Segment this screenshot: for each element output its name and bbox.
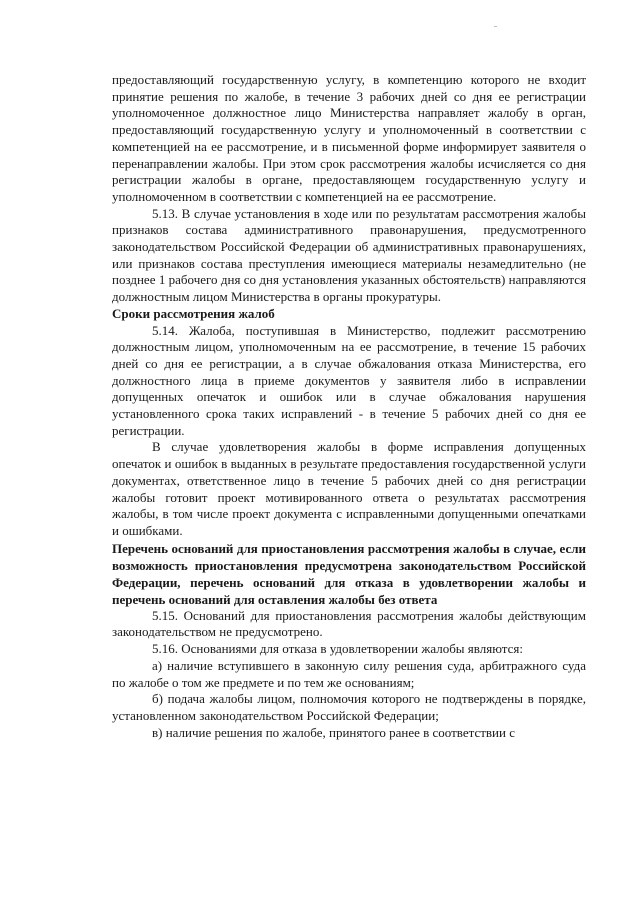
list-item-b: б) подача жалобы лицом, полномочия которого не подтверждены в порядке, установленном законодательством Российской Федерации; [112,691,586,723]
list-item-a: а) наличие вступившего в законную силу решения суда, арбитражного суда по жалобе о том же предмете и по тем же основаниям; [112,657,586,690]
document-body [112,72,586,741]
paragraph-5-15: 5.15. Оснований для приостановления рассмотрения жалобы действующим законодательством не предусмотрено. [112,607,586,640]
scan-mark [494,26,497,27]
paragraph-5-13: 5.13. В случае установления в ходе или по результатам рассмотрения жалобы признаков состава административного правонарушения, предусмотренного законодательством Российской Федерации об административных правонарушениях, или признаков состава преступления имеющиеся материалы незамедлительно (не позднее 1 рабочего дня со дня установления указанных обстоятельств) направляются должностным лицом Министерства в органы прокуратуры. [112,205,586,305]
paragraph-5-16: 5.16. Основаниями для отказа в удовлетворении жалобы являются: [152,641,523,657]
paragraph-5-14-correction: В случае удовлетворения жалобы в форме исправления допущенных опечаток и ошибок в выданных в результате предоставления государственной услуги документах, ответственное лицо в течение 5 рабочих дней со дня регистрации жалобы готовит проект мотивированного ответа о результатах рассмотрения жалобы, в том числе проект документа с исправленными допущенными опечатками и ошибками. [112,439,586,538]
paragraph-5-14: 5.14. Жалоба, поступившая в Министерство, подлежит рассмотрению должностным лицом, уполномоченным на ее рассмотрение, в течение 15 рабочих дней со дня ее регистрации, а в случае обжалования отказа Министерства, его должностного лица в приеме документов у заявителя либо в исправлении допущенных опечаток и ошибок или в случае обжалования нарушения установленного срока таких исправлений - в течение 5 рабочих дней со дня ее регистрации. [112,322,586,438]
paragraph-continuation: предоставляющий государственную услугу, в компетенцию которого не входит принятие решения по жалобе, в течение 3 рабочих дней со дня ее регистрации уполномоченное должностное лицо Министерства направляет жалобу в орган, предоставляющий государственную услугу и уполномоченный в соответствии с компетенцией на ее рассмотрение, и в письменной форме информирует заявителя о перенаправлении жалобы. При этом срок рассмотрения жалобы исчисляется со дня регистрации жалобы в органе, предоставляющем государственную услугу и уполномоченном в соответствии с компетенцией на ее рассмотрение. [112,72,586,204]
section-heading-terms: Сроки рассмотрения жалоб [112,305,275,321]
section-heading-grounds: Перечень оснований для приостановления рассмотрения жалобы в случае, если возможность приостановления предусмотрена законодательством Российской Федерации, перечень оснований для отказа в удовлетворении жалобы и перечень оснований для оставления жалобы без ответа [112,540,586,607]
list-item-v: в) наличие решения по жалобе, принятого ранее в соответствии с [152,724,515,740]
